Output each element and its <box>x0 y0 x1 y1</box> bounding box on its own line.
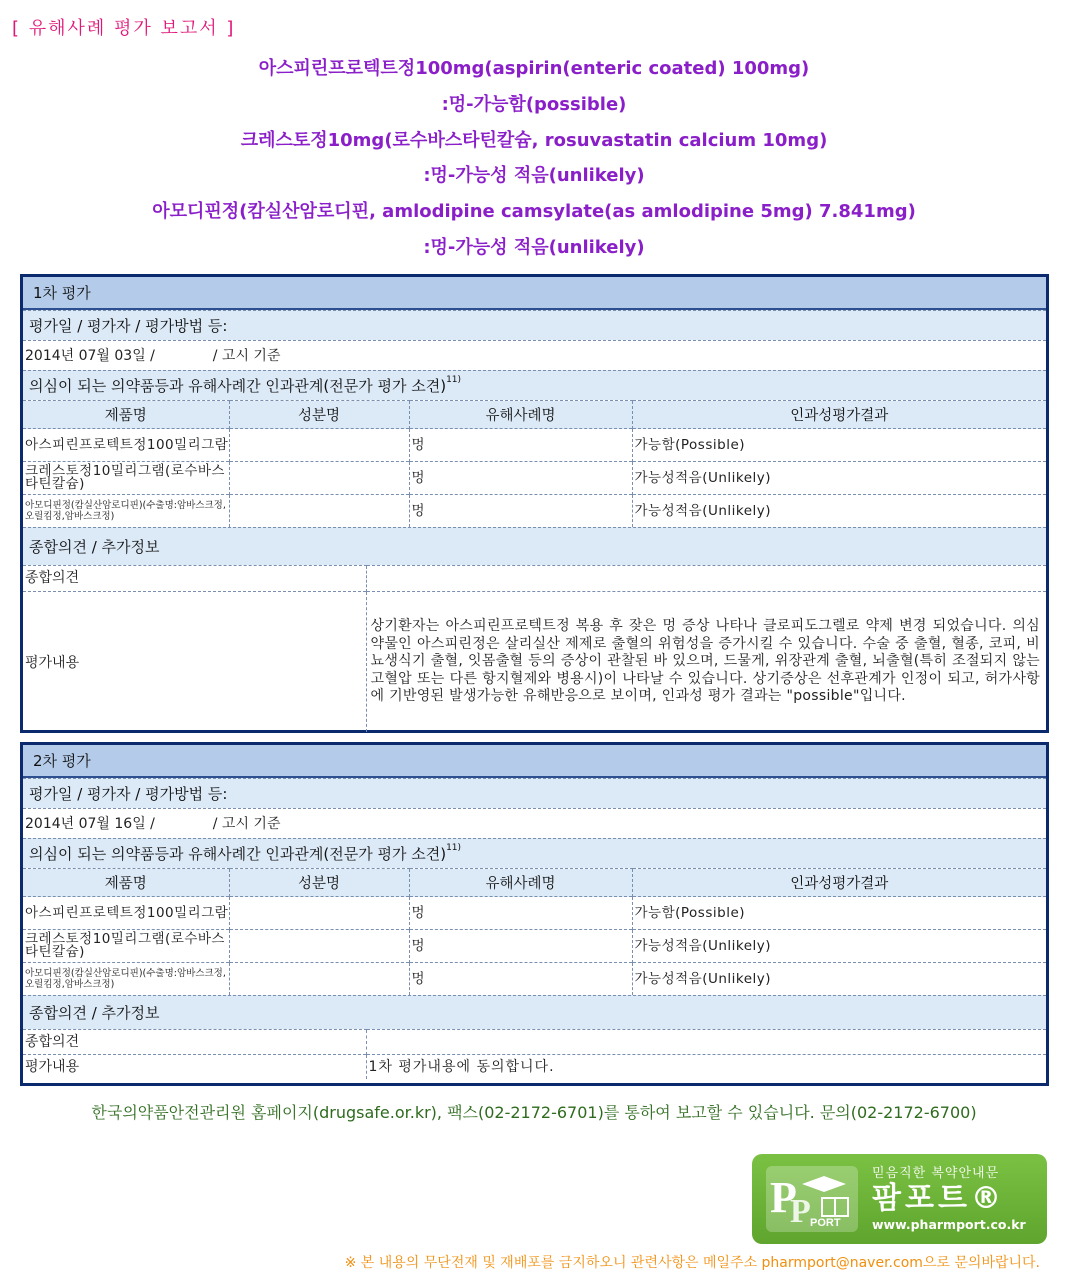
result-cell: 가능함(Possible) <box>632 429 1046 462</box>
content-text: 1차 평가내용에 동의합니다. <box>366 1055 1046 1080</box>
ingredient-cell <box>229 495 409 528</box>
heading-line-crestor: 크레스토정10mg(로수바스타틴칼슘, rosuvastatin calcium 10mg) <box>240 129 828 151</box>
logo-url: www.pharmport.co.kr <box>872 1217 1026 1232</box>
product-cell: 크레스토정10밀리그램(로수바스타틴칼슘) <box>23 462 229 495</box>
causality-footnote: 11) <box>446 375 462 385</box>
table-row <box>23 963 1046 996</box>
copyright-notice: ※ 본 내용의 무단전재 및 재배포를 금지하오니 관련사항은 메일주소 pharmport@naver.com으로 문의바랍니다. <box>344 1255 1040 1271</box>
result-cell: 가능성적음(Unlikely) <box>632 930 1046 963</box>
logo-text <box>872 1162 1026 1232</box>
event-cell: 멍 <box>409 495 632 528</box>
report-channel-note: 한국의약품안전관리원 홈페이지(drugsafe.or.kr), 팩스(02-2172-6701)를 통하여 보고할 수 있습니다. 문의(02-2172-6700) <box>91 1103 977 1122</box>
ingredient-cell <box>229 462 409 495</box>
pharmport-logo <box>752 1154 1047 1244</box>
col-product: 제품명 <box>23 869 229 897</box>
heading-line-crestor-result: :멍-가능성 적음(unlikely) <box>423 165 645 187</box>
svg-text:P: P <box>770 1173 797 1222</box>
evaluation-title: 2차 평가 <box>23 745 1046 778</box>
table-row <box>23 462 1046 495</box>
event-cell: 멍 <box>409 963 632 996</box>
col-product: 제품명 <box>23 401 229 429</box>
content-row <box>23 592 1046 732</box>
drug-summary-heading <box>0 54 1068 269</box>
meta-label: 평가일 / 평가자 / 평가방법 등: <box>23 310 1046 340</box>
heading-line-aspirin: 아스피린프로텍트정100mg(aspirin(enteric coated) 100mg) <box>258 58 810 79</box>
result-cell: 가능함(Possible) <box>632 897 1046 930</box>
overall-label: 종합의견 <box>23 566 366 592</box>
overall-row <box>23 566 1046 592</box>
product-cell: 아모디핀정(캄실산암로디핀)(수출명:암바스크정,오릴킴정,암바스크정) <box>23 963 229 996</box>
product-cell: 아스피린프로텍트정100밀리그람 <box>23 897 229 930</box>
opinion-section-label: 종합의견 / 추가정보 <box>23 527 1046 565</box>
product-cell: 크레스토정10밀리그램(로수바스타틴칼슘) <box>23 930 229 963</box>
table-row <box>23 930 1046 963</box>
opinion-table <box>23 1029 1046 1079</box>
report-title: [ 유해사례 평가 보고서 ] <box>12 18 236 39</box>
heading-line-amodipine: 아모디핀정(캄실산암로디핀, amlodipine camsylate(as amlodipine 5mg) 7.841mg) <box>152 201 916 223</box>
col-ingredient: 성분명 <box>229 401 409 429</box>
content-label: 평가내용 <box>23 1055 366 1080</box>
causality-label <box>23 838 1046 868</box>
causality-label-text: 의심이 되는 의약품등과 유해사례간 인과관계(전문가 평가 소견) <box>29 377 447 395</box>
product-cell: 아스피린프로텍트정100밀리그람 <box>23 429 229 462</box>
content-text: 상기환자는 아스피린프로텍트정 복용 후 잦은 멍 증상 나타나 클로피도그렐로 약제 변경 되었습니다. 의심약물인 아스피린정은 살리실산 제제로 출혈의 위험성을 증가시킬 수 있습니다. 수술 중 출혈, 혈종, 코피, 비뇨생식기 출혈, 잇몸출혈 등의 증상이 관찰된 바 있으며, 드물게, 위장관계 출혈, 뇌출혈(특히 조절되지 않는 고혈압 또는 다른 항지혈제와 병용시)이 나타날 수 있습니다. 상기증상은 선후관계가 인정이 되고, 허가사항에 기반영된 발생가능한 유해반응으로 보이며, 인과성 평가 결과는 "possible"입니다. <box>366 592 1046 732</box>
heading-line-aspirin-result: :멍-가능함(possible) <box>441 93 627 115</box>
causality-label <box>23 370 1046 400</box>
causality-header-row <box>23 401 1046 429</box>
col-event: 유해사례명 <box>409 401 632 429</box>
meta-value: 2014년 07월 16일 / / 고시 기준 <box>23 808 1046 838</box>
event-cell: 멍 <box>409 429 632 462</box>
evaluation-panel-1 <box>20 274 1049 733</box>
col-result: 인과성평가결과 <box>632 401 1046 429</box>
causality-label-text: 의심이 되는 의약품등과 유해사례간 인과관계(전문가 평가 소견) <box>29 845 447 863</box>
event-cell: 멍 <box>409 462 632 495</box>
overall-label: 종합의견 <box>23 1030 366 1055</box>
table-row <box>23 495 1046 528</box>
logo-name: 팜포트® <box>872 1181 1005 1216</box>
ingredient-cell <box>229 963 409 996</box>
ingredient-cell <box>229 897 409 930</box>
heading-line-amodipine-result: :멍-가능성 적음(unlikely) <box>423 236 645 258</box>
overall-value <box>366 566 1046 592</box>
evaluation-title: 1차 평가 <box>23 277 1046 310</box>
causality-header-row <box>23 869 1046 897</box>
col-event: 유해사례명 <box>409 869 632 897</box>
pharmport-emblem-icon <box>766 1166 858 1232</box>
content-label: 평가내용 <box>23 592 366 732</box>
product-cell: 아모디핀정(캄실산암로디핀)(수출명:암바스크정,오릴킴정,암바스크정) <box>23 495 229 528</box>
col-result: 인과성평가결과 <box>632 869 1046 897</box>
causality-table <box>23 868 1046 995</box>
logo-tagline: 믿음직한 복약안내문 <box>872 1166 1000 1181</box>
col-ingredient: 성분명 <box>229 869 409 897</box>
table-row <box>23 897 1046 930</box>
ingredient-cell <box>229 429 409 462</box>
event-cell: 멍 <box>409 930 632 963</box>
result-cell: 가능성적음(Unlikely) <box>632 495 1046 528</box>
overall-value <box>366 1030 1046 1055</box>
meta-value: 2014년 07월 03일 / / 고시 기준 <box>23 340 1046 370</box>
emblem-port-text: PORT <box>810 1217 841 1229</box>
content-row <box>23 1055 1046 1080</box>
result-cell: 가능성적음(Unlikely) <box>632 963 1046 996</box>
table-row <box>23 429 1046 462</box>
overall-row <box>23 1030 1046 1055</box>
meta-label: 평가일 / 평가자 / 평가방법 등: <box>23 778 1046 808</box>
causality-footnote: 11) <box>446 843 462 853</box>
opinion-section-label: 종합의견 / 추가정보 <box>23 995 1046 1029</box>
ingredient-cell <box>229 930 409 963</box>
opinion-table <box>23 565 1046 732</box>
causality-table <box>23 400 1046 527</box>
svg-text:P: P <box>790 1193 811 1230</box>
event-cell: 멍 <box>409 897 632 930</box>
evaluation-panel-2 <box>20 742 1049 1086</box>
result-cell: 가능성적음(Unlikely) <box>632 462 1046 495</box>
